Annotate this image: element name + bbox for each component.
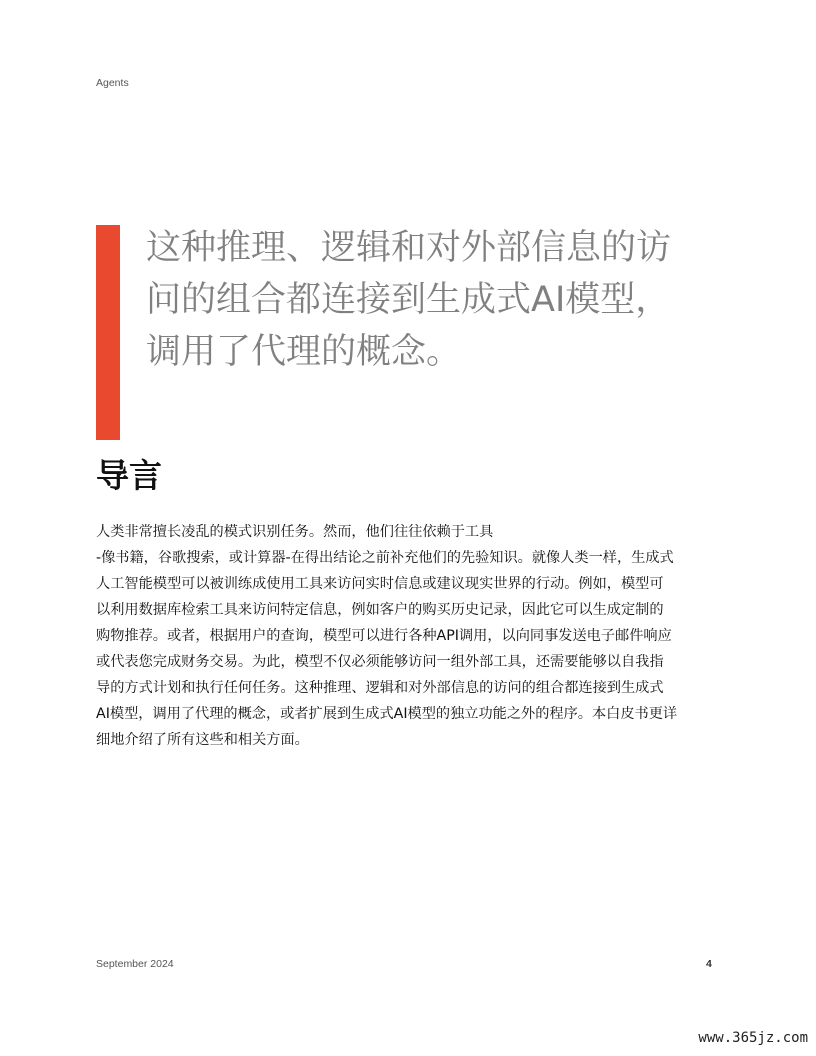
footer-date: September 2024 [96,958,174,970]
pull-quote [146,222,706,378]
paragraph-line: AI模型，调用了代理的概念，或者扩展到生成式AI模型的独立功能之外的程序。本白皮书更详 [96,706,678,722]
page-number: 4 [706,958,712,970]
paragraph-line: 以利用数据库检索工具来访问特定信息，例如客户的购买历史记录，因此它可以生成定制的 [96,602,664,618]
paragraph-line: 人类非常擅长凌乱的模式识别任务。然而，他们往往依赖于工具 [96,524,494,540]
pull-quote-accent-bar [96,225,120,440]
paragraph-line: 或代表您完成财务交易。为此，模型不仅必须能够访问一组外部工具，还需要能够以自我指 [96,654,664,670]
section-heading: 导言 [96,456,162,495]
paragraph-line: -像书籍，谷歌搜索，或计算器-在得出结论之前补充他们的先验知识。就像人类一样，生成式 [96,550,674,566]
pull-quote-line: 这种推理、逻辑和对外部信息的访 [146,228,672,268]
paragraph-line: 人工智能模型可以被训练成使用工具来访问实时信息或建议现实世界的行动。例如，模型可 [96,576,664,592]
watermark-text: www.365jz.com [698,1030,808,1046]
paragraph-line: 导的方式计划和执行任何任务。这种推理、逻辑和对外部信息的访问的组合都连接到生成式 [96,680,664,696]
pull-quote-line: 调用了代理的概念。 [146,332,462,372]
document-header-label: Agents [96,77,129,89]
paragraph-line: 购物推荐。或者，根据用户的查询，模型可以进行各种API调用，以向同事发送电子邮件响应 [96,628,672,644]
paragraph-line: 细地介绍了所有这些和相关方面。 [96,732,309,748]
body-paragraph [96,519,706,753]
pull-quote-line: 问的组合都连接到生成式AI模型， [146,280,671,320]
